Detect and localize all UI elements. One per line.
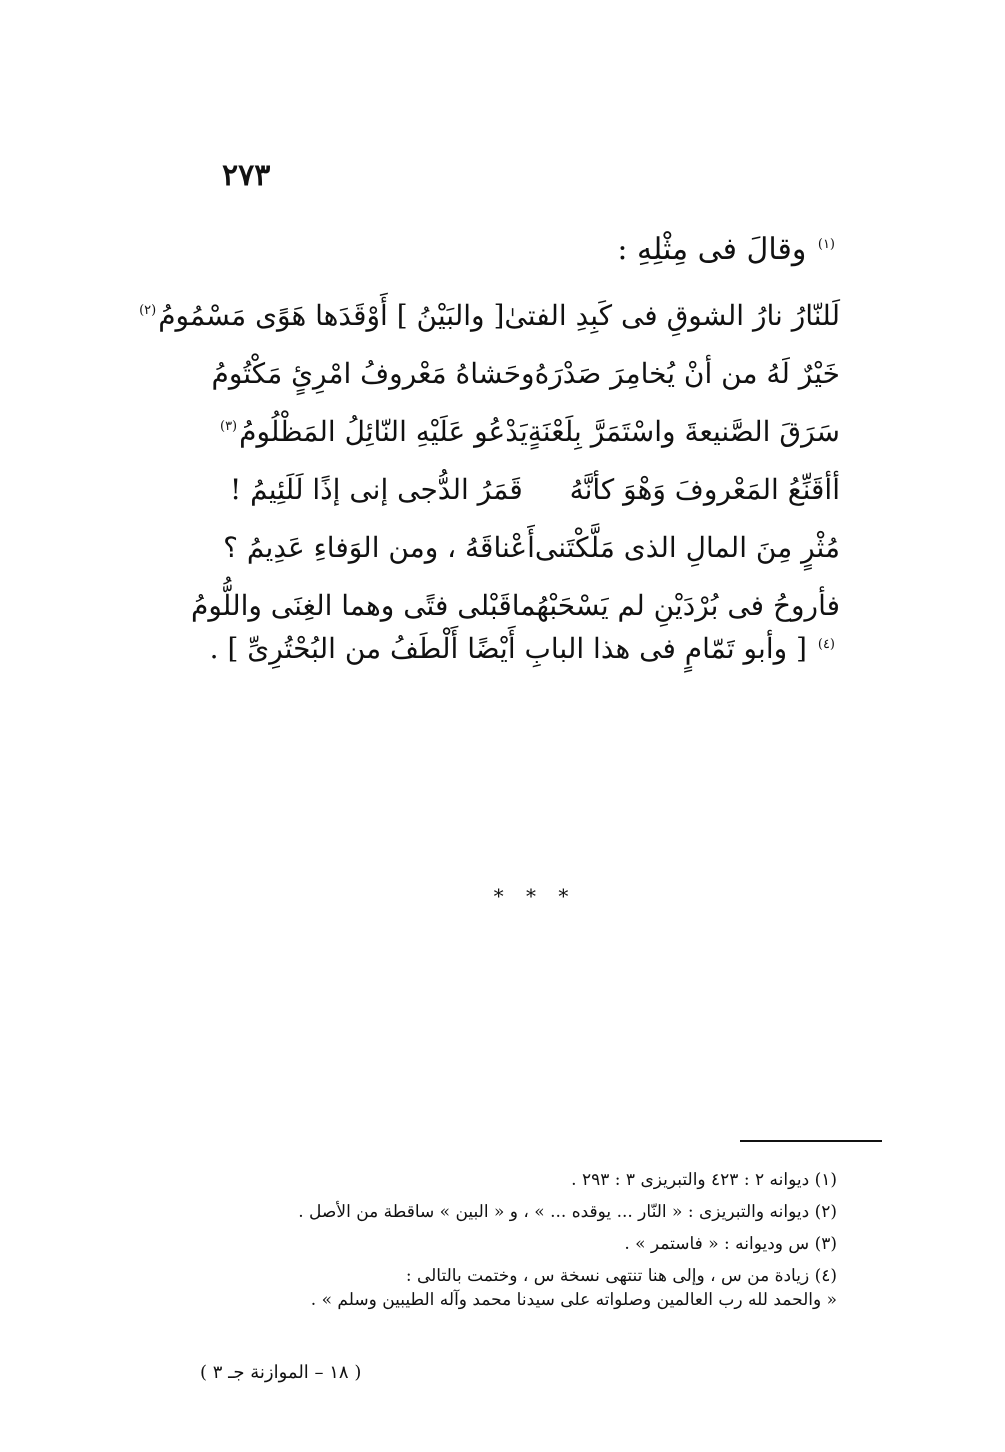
verse-line bbox=[191, 576, 840, 634]
verse-footnote-marker: (٣) bbox=[219, 419, 238, 435]
closing-footnote-marker: (٤) bbox=[817, 636, 835, 652]
footnote-continuation: « والحمد لله رب العالمين وصلواته على سيدنا محمد وآله الطيبين وسلم » . bbox=[310, 1290, 837, 1310]
verse-footnote-marker: (٢) bbox=[139, 303, 157, 319]
footnote: (٤) زيادة من س ، وإلى هنا تنتهى نسخة س ، وختمت بالتالى : bbox=[405, 1266, 837, 1286]
verse-first-hemistich: سَرَقَ الصَّنيعةَ واسْتَمَرَّ بِلَعْنَةٍ bbox=[527, 414, 840, 448]
printer-signature: ( ١٨ – الموازنة جـ ٣ ) bbox=[200, 1362, 362, 1383]
verse-first-hemistich: لَلنّارُ نارُ الشوقِ فى كَبِدِ الفتىٰ bbox=[504, 298, 840, 332]
verse-second-hemistich-text: [ والبَيْنُ ] أَوْقَدَها هَوًى مَسْمُومُ bbox=[158, 298, 505, 332]
verse-first-hemistich: فأروحُ فى بُرْدَيْنِ لم يَسْحَبْهُما bbox=[511, 588, 840, 622]
closing-remark bbox=[210, 632, 837, 665]
footnote-divider bbox=[740, 1140, 882, 1142]
verse-second-hemistich-text: يَدْعُو عَلَيْهِ النّائِلُ المَظْلُومُ bbox=[239, 414, 528, 448]
verse-second-hemistich: أَعْناقَهُ ، ومن الوَفاءِ عَدِيمُ ؟ bbox=[223, 530, 535, 564]
verse-second-hemistich bbox=[218, 415, 528, 448]
intro-footnote-marker: (١) bbox=[817, 237, 835, 252]
intro-text: وقالَ فى مِثْلِهِ : bbox=[617, 232, 807, 267]
footnote: (٣) س وديوانه : « فاستمر » . bbox=[624, 1234, 837, 1254]
closing-text: [ وأبو تَمّامٍ فى هذا البابِ أَيْضًا أَلْطَفُ من البُحْتُرِىِّ ] . bbox=[209, 632, 807, 665]
verse-line bbox=[211, 344, 840, 402]
verse-second-hemistich: قَبْلى فتًى وهما الغِنَى واللُّومُ bbox=[191, 588, 512, 622]
footnote: (١) ديوانه ٢ : ٤٢٣ والتبريزى ٣ : ٢٩٣ . bbox=[571, 1170, 837, 1190]
verse-line bbox=[223, 518, 840, 576]
poem bbox=[139, 286, 840, 634]
section-separator: * * * bbox=[493, 884, 577, 908]
verse-second-hemistich: قَمَرُ الدُّجى إنى إذًا لَلَئِيمُ ! bbox=[230, 472, 523, 506]
verse-line bbox=[219, 402, 840, 460]
footnote: (٢) ديوانه والتبريزى : « النّار ... يوقده ... » ، و « البين » ساقطة من الأصل . bbox=[298, 1202, 837, 1222]
verse-second-hemistich: وحَشاهُ مَعْروفُ امْرِئٍ مَكْتُومُ bbox=[211, 356, 535, 390]
verse-first-hemistich: أأقَنِّعُ المَعْروفَ وَهْوَ كأنَّهُ bbox=[569, 472, 840, 506]
footnotes bbox=[217, 1166, 837, 1312]
intro-line bbox=[617, 232, 837, 267]
verse-line bbox=[139, 286, 840, 344]
page-number: ٢٧٣ bbox=[222, 158, 271, 193]
verse-first-hemistich: خَيْرٌ لَهُ من أنْ يُخامِرَ صَدْرَهُ bbox=[534, 356, 840, 390]
verse-line bbox=[230, 460, 840, 518]
verse-second-hemistich bbox=[137, 299, 504, 332]
verse-first-hemistich: مُثْرٍ مِنَ المالِ الذى مَلَّكْتَنى bbox=[534, 530, 840, 564]
